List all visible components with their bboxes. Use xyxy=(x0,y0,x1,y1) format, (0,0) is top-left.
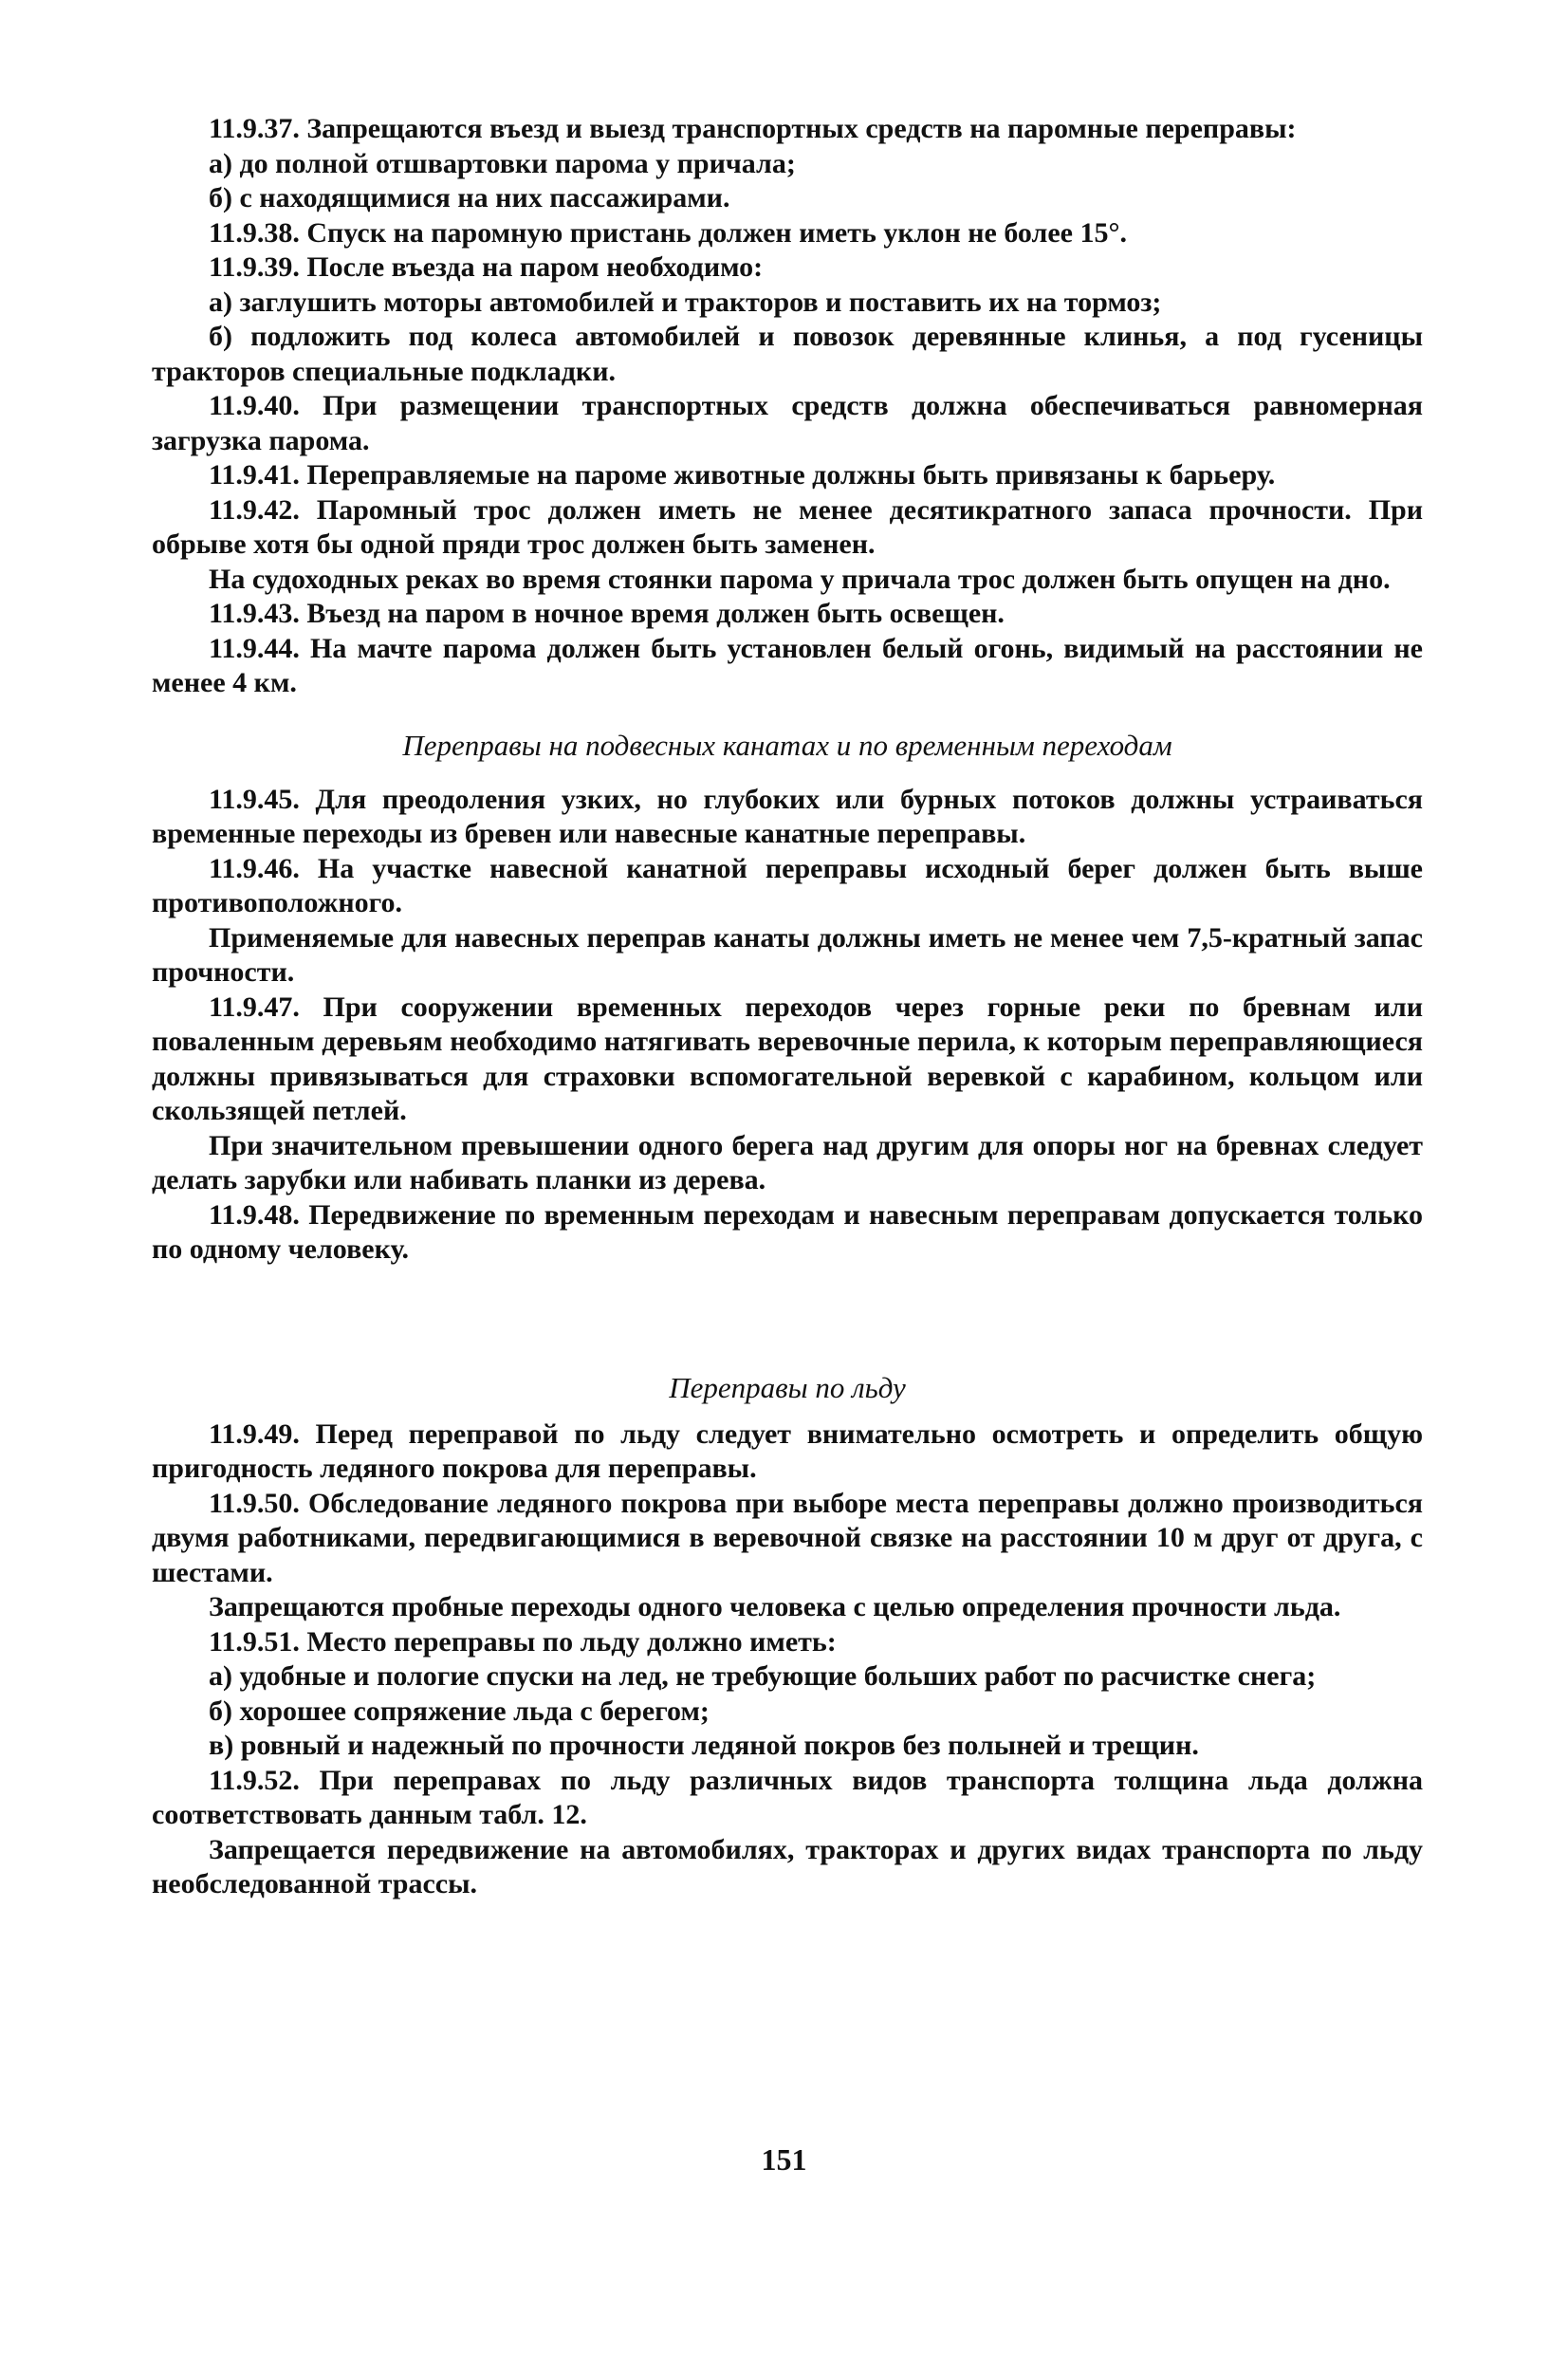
section-ice-crossings xyxy=(152,1417,1423,1902)
paragraph: 11.9.51. Место переправы по льду должно иметь: xyxy=(209,1625,837,1658)
paragraph: Применяемые для навесных переправ канаты должны иметь не менее чем 7,5-кратный запас прочности. xyxy=(152,921,1423,988)
paragraph: 11.9.48. Передвижение по временным переходам и навесным переправам допускается только по одному человеку. xyxy=(152,1198,1423,1265)
paragraph: 11.9.39. После въезда на паром необходимо: xyxy=(209,251,764,283)
section-heading-ice-crossings: Переправы по льду xyxy=(669,1370,906,1404)
paragraph: 11.9.44. На мачте парома должен быть установлен белый огонь, видимый на расстоянии не менее 4 км. xyxy=(152,632,1423,698)
paragraph: Запрещается передвижение на автомобилях, тракторах и других видах транспорта по льду необследованной трассы. xyxy=(152,1833,1423,1899)
paragraph: 11.9.41. Переправляемые на пароме животные должны быть привязаны к барьеру. xyxy=(209,459,1276,491)
paragraph: а) удобные и пологие спуски на лед, не требующие больших работ по расчистке снега; xyxy=(209,1660,1317,1692)
section-heading-rope-crossings: Переправы на подвесных канатах и по временным переходам xyxy=(402,728,1172,762)
page-number: 151 xyxy=(761,2142,807,2177)
section-rope-crossings xyxy=(152,783,1423,1268)
paragraph: а) до полной отшвартовки парома у причала; xyxy=(209,147,796,179)
paragraph: 11.9.50. Обследование ледяного покрова при выборе места переправы должно производиться двумя работниками, передвигающимися в веревочной связке на расстоянии 10 м друг от друга, с шестами. xyxy=(152,1487,1423,1588)
paragraph: в) ровный и надежный по прочности ледяной покров без полыней и трещин. xyxy=(209,1730,1199,1761)
paragraph: 11.9.45. Для преодоления узких, но глубоких или бурных потоков должны устраиваться временные переходы из бревен или навесные канатные переправы. xyxy=(152,783,1423,849)
section-ferry-rules xyxy=(152,112,1423,701)
paragraph: а) заглушить моторы автомобилей и тракторов и поставить их на тормоз; xyxy=(209,286,1162,318)
paragraph: На судоходных реках во время стоянки парома у причала трос должен быть опущен на дно. xyxy=(209,563,1391,595)
paragraph: б) хорошее сопряжение льда с берегом; xyxy=(209,1695,710,1727)
paragraph: б) с находящимися на них пассажирами. xyxy=(209,182,730,213)
paragraph: 11.9.49. Перед переправой по льду следует внимательно осмотреть и определить общую пригодность ледяного покрова для переправы. xyxy=(152,1417,1423,1484)
paragraph: При значительном превышении одного берега над другим для опоры ног на бревнах следует делать зарубки или набивать планки из дерева. xyxy=(152,1129,1423,1195)
paragraph: 11.9.46. На участке навесной канатной переправы исходный берег должен быть выше противоположного. xyxy=(152,852,1423,918)
paragraph: 11.9.42. Паромный трос должен иметь не менее десятикратного запаса прочности. При обрыве хотя бы одной пряди трос должен быть заменен. xyxy=(152,493,1423,560)
paragraph: 11.9.38. Спуск на паромную пристань должен иметь уклон не более 15°. xyxy=(209,216,1127,249)
paragraph: 11.9.37. Запрещаются въезд и выезд транспортных средств на паромные переправы: xyxy=(209,113,1297,144)
paragraph: 11.9.52. При переправах по льду различных видов транспорта толщина льда должна соответствовать данным табл. 12. xyxy=(152,1764,1423,1830)
document-page xyxy=(152,112,1423,1902)
paragraph: 11.9.40. При размещении транспортных средств должна обеспечиваться равномерная загрузка парома. xyxy=(152,390,1423,456)
paragraph: 11.9.47. При сооружении временных переходов через горные реки по бревнам или поваленным деревьям необходимо натягивать веревочные перила, к которым переправляющиеся должны привязываться для страховки вспомогательной веревкой с карабином, кольцом или скользящей петлей. xyxy=(152,991,1423,1126)
paragraph: б) подложить под колеса автомобилей и повозок деревянные клинья, а под гусеницы тракторов специальные подкладки. xyxy=(152,321,1423,387)
paragraph: Запрещаются пробные переходы одного человека с целью определения прочности льда. xyxy=(209,1591,1341,1622)
paragraph: 11.9.43. Въезд на паром в ночное время должен быть освещен. xyxy=(209,598,1005,629)
